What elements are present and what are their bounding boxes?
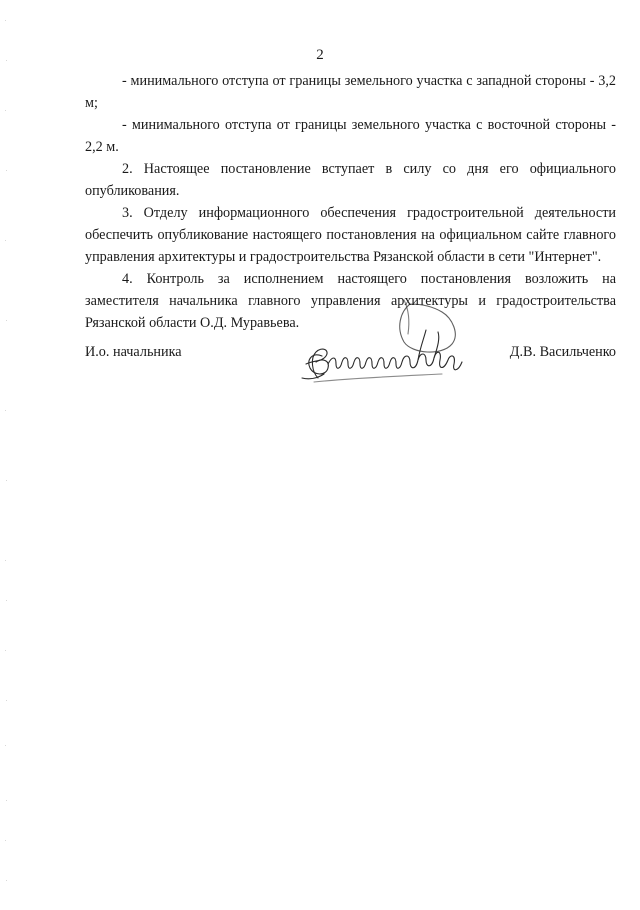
signatory-name: Д.В. Васильченко bbox=[509, 344, 616, 360]
document-body bbox=[85, 70, 616, 334]
paragraph-west-setback: - минимального отступа от границы земельного участка с западной стороны - 3,2 м; bbox=[85, 73, 616, 111]
paragraph-effective-date: 2. Настоящее постановление вступает в силу со дня его официального опубликования. bbox=[85, 161, 616, 199]
page-number: 2 bbox=[316, 47, 324, 63]
paragraph-publication: 3. Отделу информационного обеспечения градостроительной деятельности обеспечить опубликование настоящего постановления на официальном сайте главного управления архитектуры и градостроительства Рязанской области в сети "Интернет". bbox=[85, 205, 616, 265]
paragraph-east-setback: - минимального отступа от границы земельного участка с восточной стороны - 2,2 м. bbox=[85, 117, 616, 155]
paragraph-control: 4. Контроль за исполнением настоящего постановления возложить на заместителя начальника главного управления архитектуры и градостроительства Рязанской области О.Д. Муравьева. bbox=[85, 271, 616, 331]
signatory-title: И.о. начальника bbox=[85, 344, 182, 360]
scan-margin-specks bbox=[4, 0, 10, 905]
handwritten-signature bbox=[292, 298, 474, 384]
